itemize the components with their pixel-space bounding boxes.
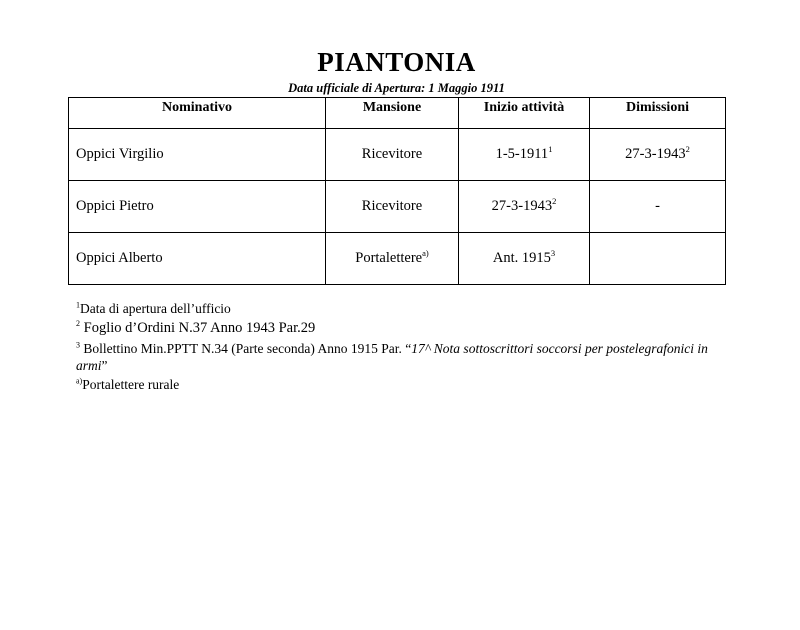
cell-inizio bbox=[459, 181, 590, 233]
inizio-text: 27-3-1943 bbox=[491, 198, 553, 214]
footnote-3 bbox=[76, 340, 726, 374]
footnote-text: Bollettino Min.PPTT N.34 (Parte seconda) Anno 1915 Par. “ bbox=[80, 341, 412, 356]
cell-inizio bbox=[459, 233, 590, 285]
cell-mansione bbox=[326, 181, 459, 233]
footnote-italic-text: 17^ Nota sottoscrittori soccorsi per postelegrafonici in armi bbox=[76, 341, 708, 373]
cell-dimissioni bbox=[590, 129, 726, 181]
cell-mansione bbox=[326, 129, 459, 181]
cell-inizio bbox=[459, 129, 590, 181]
footnote-1 bbox=[76, 300, 726, 317]
footnote-mark: 2 bbox=[76, 319, 80, 329]
header-inizio-attivita: Inizio attività bbox=[459, 98, 590, 129]
footnote-text: Portalettere rurale bbox=[82, 377, 180, 392]
mansione-text: Ricevitore bbox=[361, 146, 423, 162]
table-row bbox=[69, 129, 726, 181]
cell-dimissioni bbox=[590, 181, 726, 233]
opening-date-subtitle: Data ufficiale di Apertura: 1 Maggio 1911 bbox=[288, 81, 505, 95]
table-row bbox=[69, 233, 726, 285]
header-dimissioni: Dimissioni bbox=[590, 98, 726, 129]
table-row bbox=[69, 181, 726, 233]
footnote-ref: 2 bbox=[552, 196, 557, 207]
footnotes bbox=[76, 300, 726, 395]
footnote-text: Data di apertura dell’ufficio bbox=[80, 301, 231, 316]
footnote-ref: a) bbox=[422, 248, 429, 259]
mansione-text: Portalettere bbox=[355, 250, 423, 266]
footnote-a bbox=[76, 376, 726, 393]
footnote-text: Foglio d’Ordini N.37 Anno 1943 Par.29 bbox=[80, 320, 316, 336]
dimissioni-text: 27-3-1943 bbox=[625, 146, 686, 162]
inizio-text: 1-5-1911 bbox=[495, 146, 549, 162]
nominativo-text: Oppici Alberto bbox=[76, 250, 163, 266]
nominativo-text: Oppici Pietro bbox=[76, 198, 154, 214]
dimissioni-text: - bbox=[655, 198, 660, 214]
footnote-suffix: ” bbox=[101, 358, 108, 373]
footnote-ref: 3 bbox=[550, 248, 556, 259]
footnote-ref: 1 bbox=[548, 144, 553, 155]
footnote-mark: 1 bbox=[76, 300, 80, 310]
footnote-ref: 2 bbox=[685, 144, 690, 155]
staff-table bbox=[68, 97, 726, 285]
footnote-2 bbox=[76, 320, 726, 337]
cell-dimissioni bbox=[590, 233, 726, 285]
cell-nominativo bbox=[69, 129, 326, 181]
nominativo-text: Oppici Virgilio bbox=[76, 146, 164, 162]
mansione-text: Ricevitore bbox=[361, 198, 423, 214]
cell-nominativo bbox=[69, 233, 326, 285]
footnote-mark: 3 bbox=[76, 340, 80, 350]
footnote-mark: a) bbox=[76, 376, 83, 386]
header-nominativo: Nominativo bbox=[69, 98, 326, 129]
cell-nominativo bbox=[69, 181, 326, 233]
table-header-row bbox=[69, 98, 726, 129]
cell-mansione bbox=[326, 233, 459, 285]
header-mansione: Mansione bbox=[326, 98, 459, 129]
page-title: PIANTONIA bbox=[317, 47, 476, 77]
inizio-text: Ant. 1915 bbox=[492, 250, 551, 266]
